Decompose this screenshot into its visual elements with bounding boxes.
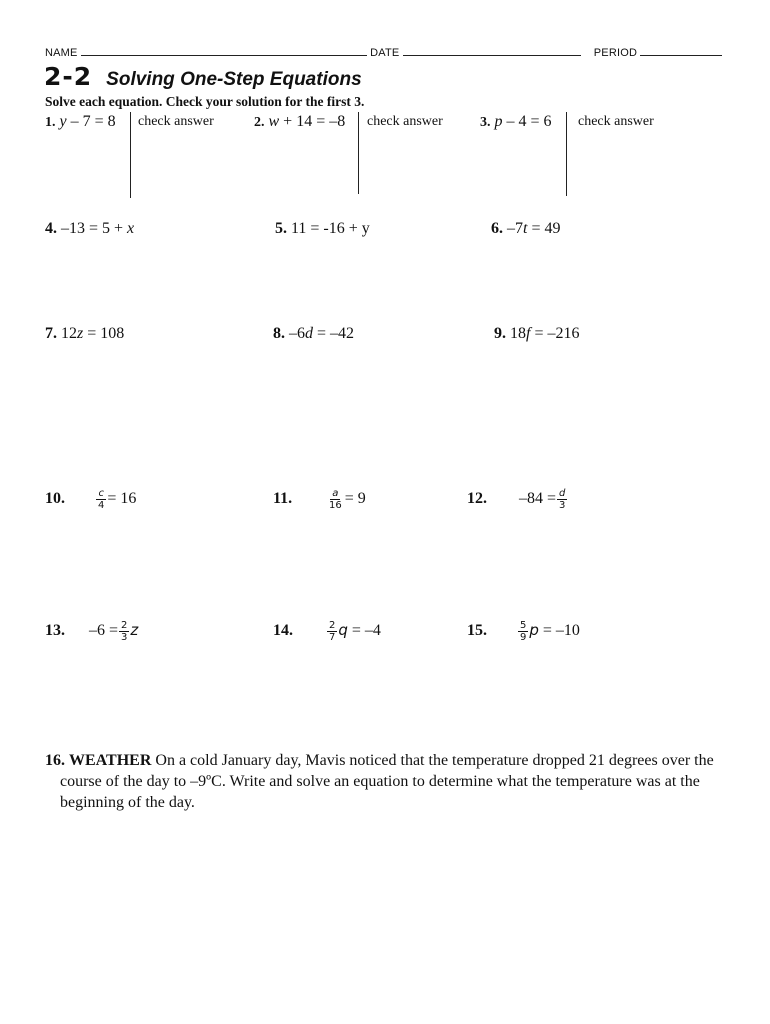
problem-number: 3. [480,115,491,130]
problem-2 [254,113,345,131]
problem-number: 16. [45,752,65,769]
fraction [119,620,129,643]
header-line [45,46,722,59]
equation-text: = 9 [344,490,366,508]
equation-text: – 4 = 6 [502,113,552,130]
problem-number: 7. [45,325,57,342]
lesson-number: 2-2 [44,62,93,91]
problem-number: 4. [45,220,57,237]
equation-text: 12 [57,325,77,342]
fraction [557,488,567,511]
lesson-heading [44,62,362,91]
variable: y [59,113,67,130]
problem-number: 2. [254,115,265,130]
equation-text: –84 = [519,490,557,508]
instructions: Solve each equation. Check your solution for the first 3. [45,94,365,109]
equation-text: = 49 [527,220,561,237]
problem-number: 12. [467,490,487,508]
denominator: 16 [329,500,342,511]
problem-4 [45,220,134,238]
variable: w [268,113,280,130]
denominator: 4 [98,500,105,511]
problem-16 [45,750,750,813]
problem-8 [273,325,354,343]
equation-text: 18 [506,325,526,342]
problem-number: 1. [45,115,56,130]
denominator: 7 [329,632,336,643]
problem-14 [273,620,381,643]
numerator: 2 [121,620,128,631]
period-label: PERIOD [593,47,638,59]
problem-number: 5. [275,220,287,237]
variable: p [494,113,503,130]
problem-keyword: WEATHER [69,752,152,769]
check-divider [358,112,359,194]
problem-11 [273,488,366,511]
equation-text: = –42 [313,325,355,342]
denominator: 3 [121,632,128,643]
check-answer-label: check answer [578,114,654,129]
problem-1 [45,113,116,131]
lesson-title: Solving One-Step Equations [106,69,362,90]
equation-text: = –216 [530,325,580,342]
name-label: NAME [45,47,78,59]
equation-text: = –10 [538,622,580,640]
problem-15 [467,620,580,643]
equation-text: 11 = -16 + y [287,220,370,237]
variable: q [338,621,348,640]
problem-3 [480,113,552,131]
problem-number: 14. [273,622,293,640]
variable: z [77,325,84,342]
problem-13 [45,620,138,643]
variable: x [127,220,135,237]
fraction [327,620,337,643]
problem-number: 8. [273,325,285,342]
problem-12 [467,488,568,511]
check-answer-label: check answer [138,114,214,129]
denominator: 9 [520,632,527,643]
period-blank[interactable] [640,46,722,56]
check-divider [130,112,131,198]
check-answer-label: check answer [367,114,443,129]
equation-text: –7 [503,220,523,237]
equation-text: + 14 = –8 [279,113,346,130]
numerator: c [98,488,104,499]
numerator: d [559,488,566,499]
equation-text: –13 = 5 + [57,220,128,237]
problem-number: 15. [467,622,487,640]
numerator: a [332,488,339,499]
name-blank[interactable] [81,46,367,56]
problem-number: 9. [494,325,506,342]
fraction [518,620,528,643]
equation-text: = 108 [83,325,125,342]
variable: d [305,325,313,342]
equation-text: = –4 [347,622,381,640]
problem-number: 13. [45,622,65,640]
problem-5 [275,220,370,238]
fraction [327,488,344,511]
variable: f [526,325,531,342]
problem-number: 10. [45,490,65,508]
check-divider [566,112,567,196]
problem-7 [45,325,124,343]
problem-10 [45,488,136,511]
problem-6 [491,220,560,238]
date-label: DATE [370,47,400,59]
fraction [96,488,106,511]
equation-text: –6 [285,325,305,342]
word-problem-text: On a cold January day, Mavis noticed that the temperature dropped 21 degrees over the course of the day to –9ºC. Write and solve an equation to determine what the temperature was at the beginning of the day. [60,752,714,811]
variable: p [529,621,539,640]
denominator: 3 [559,500,566,511]
variable: t [523,220,528,237]
numerator: 5 [520,620,527,631]
equation-text: – 7 = 8 [66,113,116,130]
problem-9 [494,325,579,343]
problem-number: 6. [491,220,503,237]
equation-text: –6 = [89,622,119,640]
variable: z [130,621,139,640]
equation-text: = 16 [107,490,137,508]
date-blank[interactable] [403,46,581,56]
problem-number: 11. [273,490,293,508]
numerator: 2 [329,620,336,631]
